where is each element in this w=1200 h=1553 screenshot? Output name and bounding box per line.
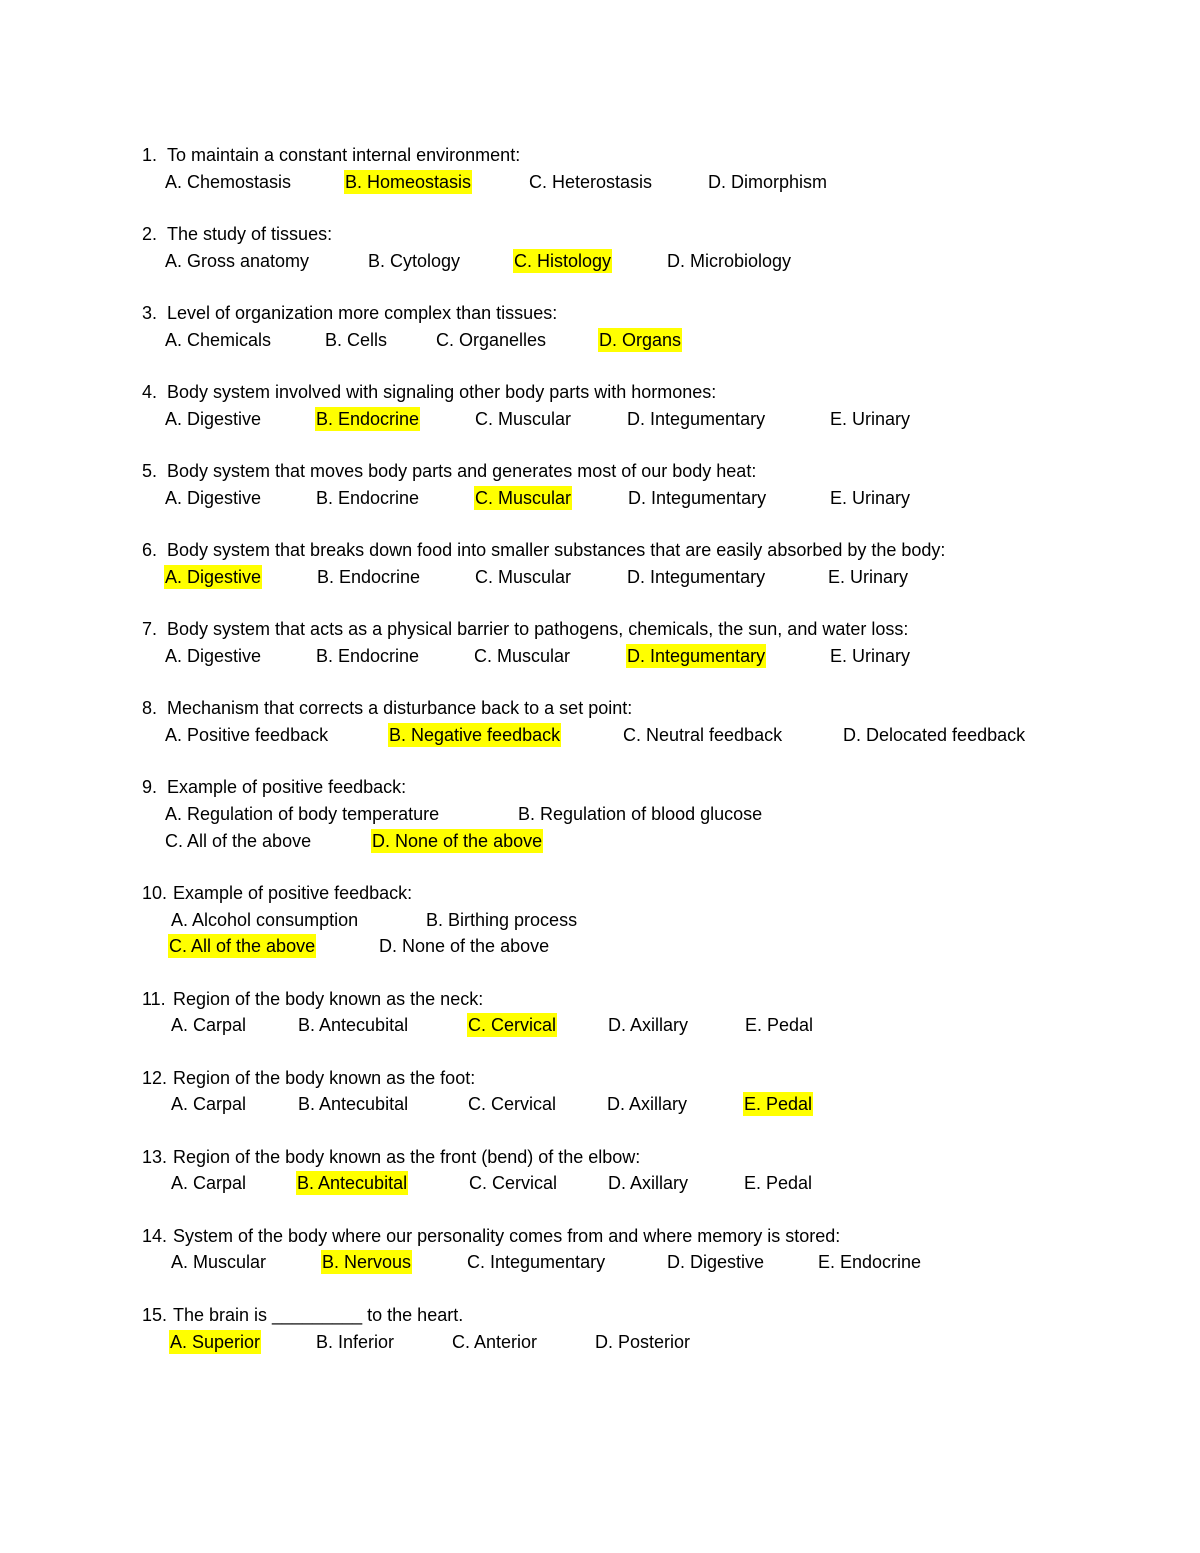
option-e: E. Pedal [745,1015,814,1035]
option-d: D. Integumentary [628,488,767,508]
option-a: A. Positive feedback [165,725,329,745]
option-b: B. Cells [325,330,388,350]
question-14 [142,1224,1142,1284]
question-12 [142,1066,1142,1126]
question-11 [142,987,1142,1047]
option-a: A. Regulation of body temperature [165,804,440,824]
option-c: C. Neutral feedback [623,725,783,745]
option-d: D. Axillary [608,1173,689,1193]
option-b: B. Nervous [322,1252,412,1272]
question-number: 9. [142,777,158,797]
option-b: B. Endocrine [317,567,421,587]
option-e: E. Pedal [744,1173,813,1193]
option-c: C. Cervical [469,1173,558,1193]
option-d: D. Digestive [667,1252,765,1272]
question-number: 2. [142,224,158,244]
option-a: A. Muscular [171,1252,267,1272]
option-e: E. Pedal [744,1094,813,1114]
option-a: A. Digestive [165,567,262,587]
option-d: D. Delocated feedback [843,725,1026,745]
option-c: C. Heterostasis [529,172,653,192]
option-b: B. Cytology [368,251,461,271]
question-number: 6. [142,540,158,560]
question-text: Body system involved with signaling other body parts with hormones: [167,382,717,402]
question-text: Region of the body known as the neck: [173,989,484,1009]
option-e: E. Urinary [830,488,911,508]
question-number: 14. [142,1226,168,1246]
question-13 [142,1145,1142,1205]
option-c: C. Cervical [468,1094,557,1114]
option-d: D. Posterior [595,1332,691,1352]
option-a: A. Chemostasis [165,172,292,192]
question-4 [142,380,1142,440]
question-15 [142,1303,1142,1363]
question-3 [142,301,1142,361]
option-d: D. Axillary [608,1015,689,1035]
question-1 [142,143,1142,203]
option-e: E. Endocrine [818,1252,922,1272]
question-text: System of the body where our personality comes from and where memory is stored: [173,1226,841,1246]
question-text: Level of organization more complex than tissues: [167,303,558,323]
question-number: 4. [142,382,158,402]
option-c: C. All of the above [169,936,316,956]
option-b: B. Antecubital [298,1094,409,1114]
option-b: B. Negative feedback [389,725,561,745]
option-e: E. Urinary [828,567,909,587]
option-d: D. Microbiology [667,251,792,271]
option-d: D. Integumentary [627,567,766,587]
question-number: 11. [142,989,166,1009]
option-a: A. Digestive [165,409,262,429]
option-b: B. Endocrine [316,409,420,429]
option-c: C. Histology [514,251,612,271]
option-c: C. Muscular [475,567,572,587]
option-a: A. Carpal [171,1094,247,1114]
question-6 [142,538,1142,598]
option-c: C. Cervical [468,1015,557,1035]
option-b: B. Inferior [316,1332,395,1352]
option-a: A. Carpal [171,1173,247,1193]
option-b: B. Endocrine [316,646,420,666]
option-b: B. Endocrine [316,488,420,508]
question-7 [142,617,1142,677]
question-10 [142,881,1142,965]
question-text: Region of the body known as the front (bend) of the elbow: [173,1147,641,1167]
option-a: A. Chemicals [165,330,272,350]
question-number: 7. [142,619,158,639]
option-e: E. Urinary [830,409,911,429]
option-b: B. Antecubital [298,1015,409,1035]
option-d: D. None of the above [379,936,550,956]
question-2 [142,222,1142,282]
question-text: Mechanism that corrects a disturbance back to a set point: [167,698,633,718]
question-number: 13. [142,1147,168,1167]
option-b: B. Antecubital [297,1173,408,1193]
question-8 [142,696,1142,756]
question-text: Body system that breaks down food into smaller substances that are easily absorbed by the body: [167,540,946,560]
option-d: D. Axillary [607,1094,688,1114]
question-text: The brain is _________ to the heart. [173,1305,464,1325]
option-c: C. Muscular [475,488,572,508]
option-c: C. Muscular [475,409,572,429]
option-a: A. Digestive [165,488,262,508]
option-d: D. Organs [599,330,682,350]
question-number: 8. [142,698,158,718]
question-5 [142,459,1142,519]
option-e: E. Urinary [830,646,911,666]
option-a: A. Alcohol consumption [171,910,359,930]
question-9 [142,775,1142,859]
question-number: 1. [142,145,158,165]
question-text: Body system that acts as a physical barrier to pathogens, chemicals, the sun, and water loss: [167,619,909,639]
option-c: C. Anterior [452,1332,538,1352]
question-number: 12. [142,1068,168,1088]
question-text: Example of positive feedback: [167,777,407,797]
option-c: C. Integumentary [467,1252,606,1272]
question-text: To maintain a constant internal environment: [167,145,521,165]
option-c: C. Organelles [436,330,547,350]
option-d: D. Dimorphism [708,172,828,192]
question-number: 15. [142,1305,168,1325]
question-text: Region of the body known as the foot: [173,1068,476,1088]
option-a: A. Carpal [171,1015,247,1035]
option-b: B. Homeostasis [345,172,472,192]
option-a: A. Gross anatomy [165,251,310,271]
option-d: D. Integumentary [627,646,766,666]
option-b: B. Regulation of blood glucose [518,804,763,824]
option-a: A. Superior [170,1332,261,1352]
question-number: 3. [142,303,158,323]
question-text: Example of positive feedback: [173,883,413,903]
question-text: Body system that moves body parts and generates most of our body heat: [167,461,757,481]
question-number: 10. [142,883,168,903]
option-c: C. Muscular [474,646,571,666]
option-c: C. All of the above [165,831,312,851]
question-number: 5. [142,461,158,481]
option-d: D. Integumentary [627,409,766,429]
option-b: B. Birthing process [426,910,578,930]
option-a: A. Digestive [165,646,262,666]
question-text: The study of tissues: [167,224,333,244]
option-d: D. None of the above [372,831,543,851]
